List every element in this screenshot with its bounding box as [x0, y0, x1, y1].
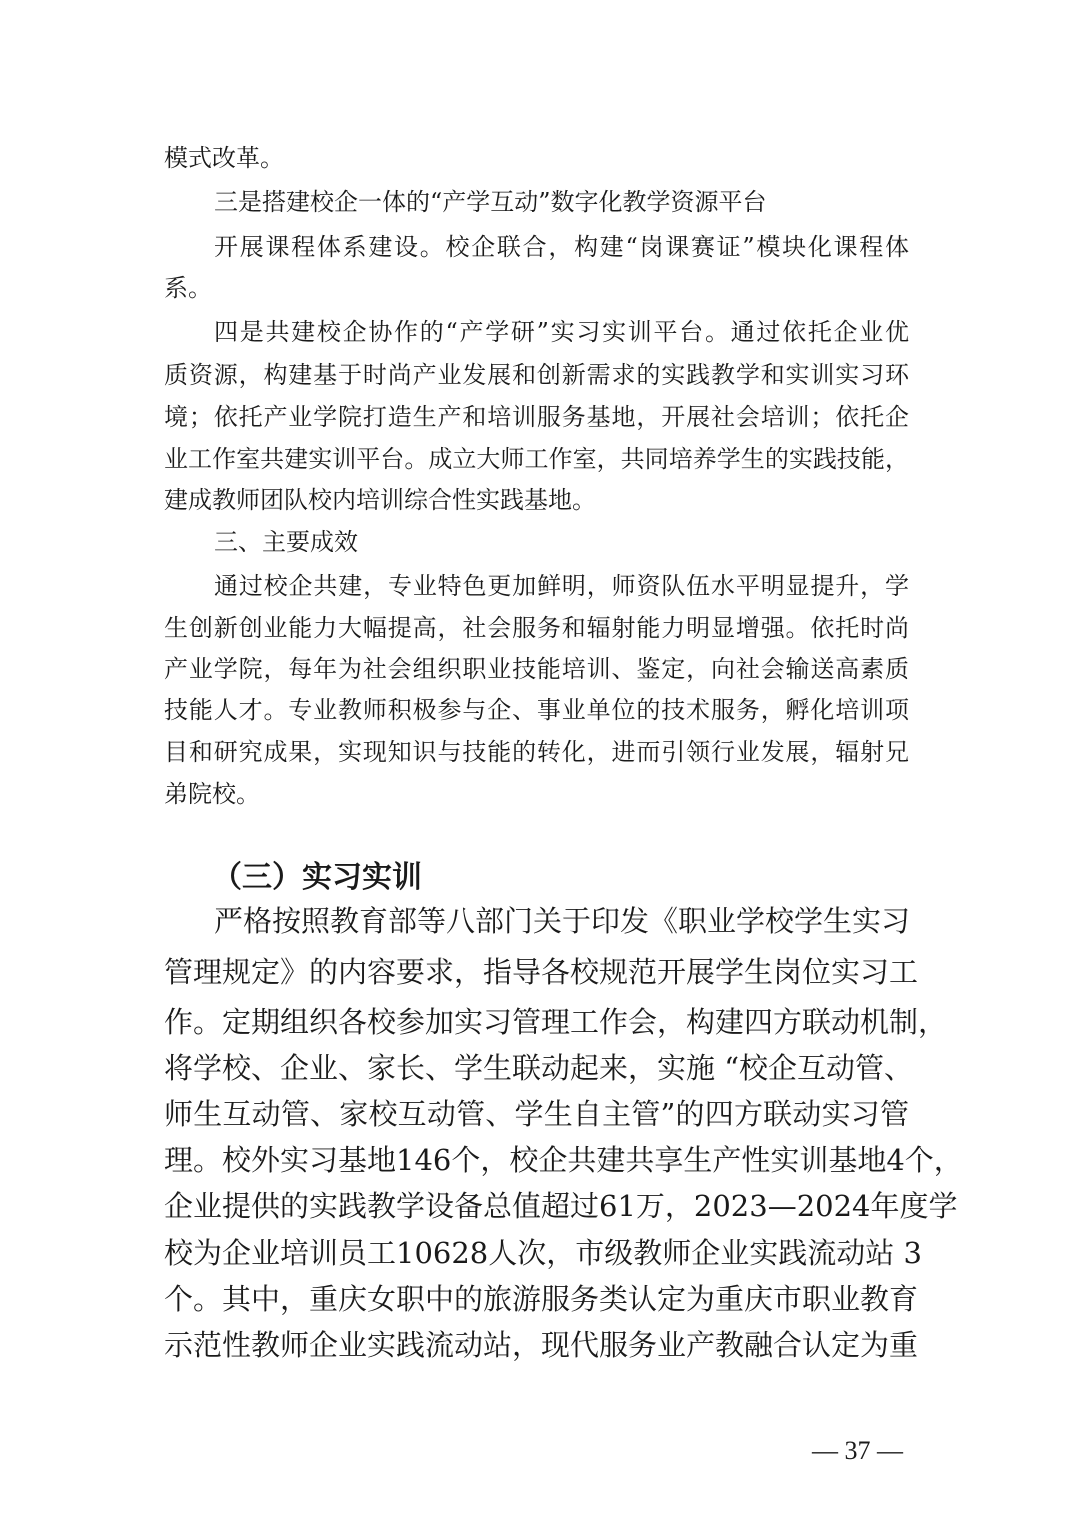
text-line: 生创新创业能力大幅提高，社会服务和辐射能力明显增强。依托时尚 — [164, 614, 909, 642]
text-line: 产业学院，每年为社会组织职业技能培训、鉴定，向社会输送高素质 — [164, 655, 909, 683]
text-line: 业工作室共建实训平台。成立大师工作室，共同培养学生的实践技能， — [164, 445, 909, 473]
text-line: 将学校、企业、家长、学生联动起来，实施 “校企互动管、 — [164, 1051, 914, 1085]
text-line: 通过校企共建，专业特色更加鲜明，师资队伍水平明显提升，学 — [214, 572, 909, 600]
text-line: 示范性教师企业实践流动站，现代服务业产教融合认定为重 — [164, 1328, 919, 1362]
text-line: 严格按照教育部等八部门关于印发《职业学校学生实习 — [214, 904, 911, 938]
text-line: 校为企业培训员工10628人次，市级教师企业实践流动站 3 — [164, 1236, 922, 1270]
text-line: 系。 — [164, 274, 212, 302]
text-line: 开展课程体系建设。校企联合，构建“岗课赛证”模块化课程体 — [214, 233, 909, 261]
text-line: 质资源，构建基于时尚产业发展和创新需求的实践教学和实训实习环 — [164, 361, 909, 389]
text-line: 境；依托产业学院打造生产和培训服务基地，开展社会培训；依托企 — [164, 403, 909, 431]
text-line: 企业提供的实践教学设备总值超过61万，2023—2024年度学 — [164, 1189, 958, 1223]
text-line: 技能人才。专业教师积极参与企、事业单位的技术服务，孵化培训项 — [164, 696, 909, 724]
subsection-heading: （三）实习实训 — [212, 860, 422, 895]
text-line: 三是搭建校企一体的“产学互动”数字化教学资源平台 — [214, 188, 767, 216]
text-line: 师生互动管、家校互动管、学生自主管”的四方联动实习管 — [164, 1097, 909, 1131]
text-line: 理。校外实习基地146个，校企共建共享生产性实训基地4个， — [164, 1143, 963, 1177]
text-line: 目和研究成果，实现知识与技能的转化，进而引领行业发展，辐射兄 — [164, 738, 909, 766]
text-line: 建成教师团队校内培训综合性实践基地。 — [164, 486, 596, 514]
text-line: 管理规定》的内容要求，指导各校规范开展学生岗位实习工 — [164, 955, 919, 989]
text-line: 作。定期组织各校参加实习管理工作会，构建四方联动机制， — [164, 1005, 948, 1039]
text-line: 弟院校。 — [164, 780, 260, 808]
text-line: 四是共建校企协作的“产学研”实习实训平台。通过依托企业优 — [214, 318, 909, 346]
page-number: — 37 — — [812, 1436, 903, 1465]
text-line: 个。其中，重庆女职中的旅游服务类认定为重庆市职业教育 — [164, 1282, 919, 1316]
text-line: 模式改革。 — [164, 144, 284, 172]
section-heading: 三、主要成效 — [214, 528, 358, 556]
